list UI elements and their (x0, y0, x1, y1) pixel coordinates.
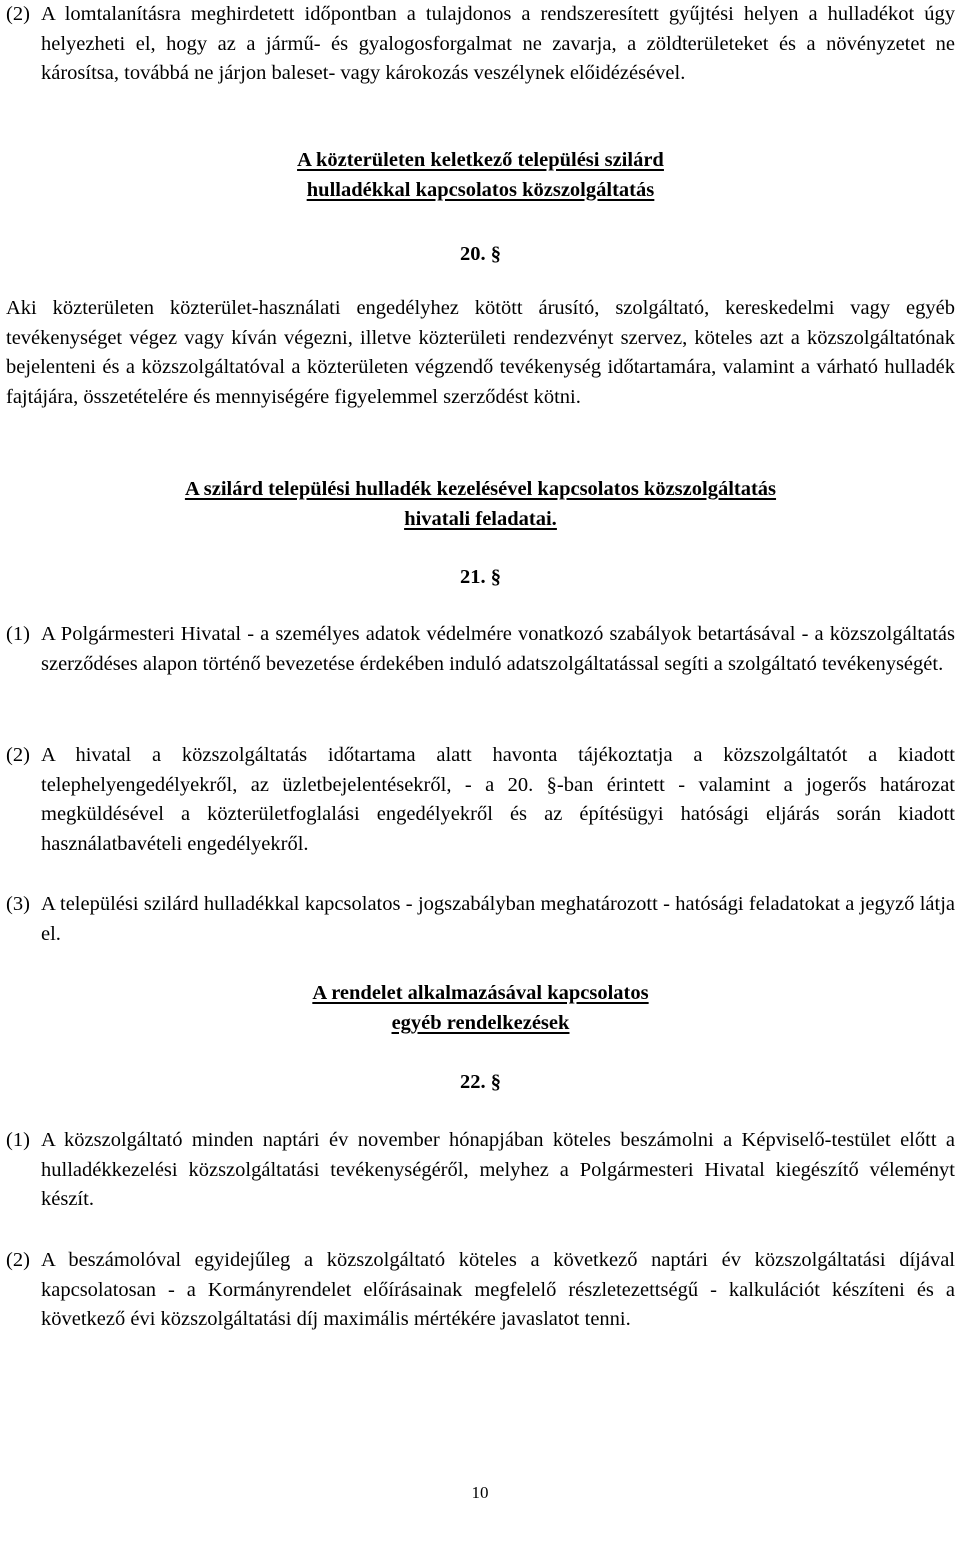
heading-public-area-waste (6, 146, 955, 205)
heading-line-1: A közterületen keletkező települési szilárd (297, 149, 664, 171)
heading-line-1: A szilárd települési hulladék kezelésével kapcsolatos közszolgáltatás (184, 478, 777, 500)
paragraph-21-2 (6, 741, 955, 859)
section-22-label: 22. § (460, 1071, 501, 1093)
paragraph-number: (1) (6, 623, 30, 645)
paragraph-number: (1) (6, 1129, 30, 1151)
section-20-label: 20. § (460, 243, 501, 265)
heading-office-tasks (6, 475, 955, 534)
heading-line-1: A rendelet alkalmazásával kapcsolatos (312, 982, 649, 1004)
paragraph-text: A beszámolóval egyidejűleg a közszolgáltató köteles a következő naptári év közszolgáltatási díjával kapcsolatosan - a Kormányrendelet előírásainak megfelelő részletezettségű - kalkulációt készíteni és a következő évi közszolgáltatási díj maximális mértékére javaslatot tenni. (41, 1249, 955, 1330)
paragraph-text: A közszolgáltató minden naptári év november hónapjában köteles beszámolni a Képviselő-testület előtt a hulladékkezelési közszolgáltatási tevékenységéről, melyhez a Polgármesteri Hivatal kiegészítő véleményt készít. (41, 1129, 955, 1210)
paragraph-20 (6, 294, 955, 412)
section-21-label: 21. § (460, 566, 501, 588)
paragraph-number: (3) (6, 893, 30, 915)
paragraph-22-1 (6, 1126, 955, 1215)
paragraph-21-3 (6, 890, 955, 949)
paragraph-text: A lomtalanításra meghirdetett időpontban a tulajdonos a rendszeresített gyűjtési helyen a hulladékot úgy helyezheti el, hogy az a jármű- és gyalogosforgalmat ne zavarja, a zöldterületeket és a növényzetet ne károsítsa, továbbá ne járjon baleset- vagy károkozás veszélynek előidézésével. (41, 3, 955, 84)
heading-line-2: hulladékkal kapcsolatos közszolgáltatás (306, 178, 655, 201)
heading-line-2: egyéb rendelkezések (391, 1011, 570, 1034)
page-number: 10 (471, 1483, 489, 1502)
heading-other-provisions (6, 979, 955, 1038)
paragraph-number: (2) (6, 3, 30, 25)
heading-line-2: hivatali feladatai. (404, 507, 557, 530)
paragraph-text: A települési szilárd hulladékkal kapcsolatos - jogszabályban meghatározott - hatósági feladatokat a jegyző látja el. (41, 893, 955, 945)
paragraph-text: Aki közterületen közterület-használati engedélyhez kötött árusító, szolgáltató, kereskedelmi vagy egyéb tevékenységet végez vagy kíván végezni, illetve közterületi rendezvényt szervez, köteles azt a közszolgáltatónak bejelenteni és a közszolgáltatóval a közterületen végzendő tevékenység időtartamára, valamint a várható hulladék fajtájára, összetételére és mennyiségére figyelemmel szerződést kötni. (6, 297, 955, 408)
paragraph-number: (2) (6, 1249, 30, 1271)
paragraph-number: (2) (6, 744, 30, 766)
paragraph-text: A Polgármesteri Hivatal - a személyes adatok védelmére vonatkozó szabályok betartásával - a közszolgáltatás szerződéses alapon történő bevezetése érdekében induló adatszolgáltatással segíti a szolgáltató tevékenységét. (41, 623, 955, 675)
paragraph-text: A hivatal a közszolgáltatás időtartama alatt havonta tájékoztatja a közszolgáltatót a kiadott telephelyengedélyekről, az üzletbejelentésekről, - a 20. §-ban érintett - valamint a jogerős határozat megküldésével a közterületfoglalási engedélyekről és az építésügyi hatósági eljárás során kiadott használatbavételi engedélyekről. (41, 744, 955, 855)
paragraph-top (6, 0, 955, 89)
paragraph-21-1 (6, 620, 955, 679)
paragraph-22-2 (6, 1246, 955, 1335)
